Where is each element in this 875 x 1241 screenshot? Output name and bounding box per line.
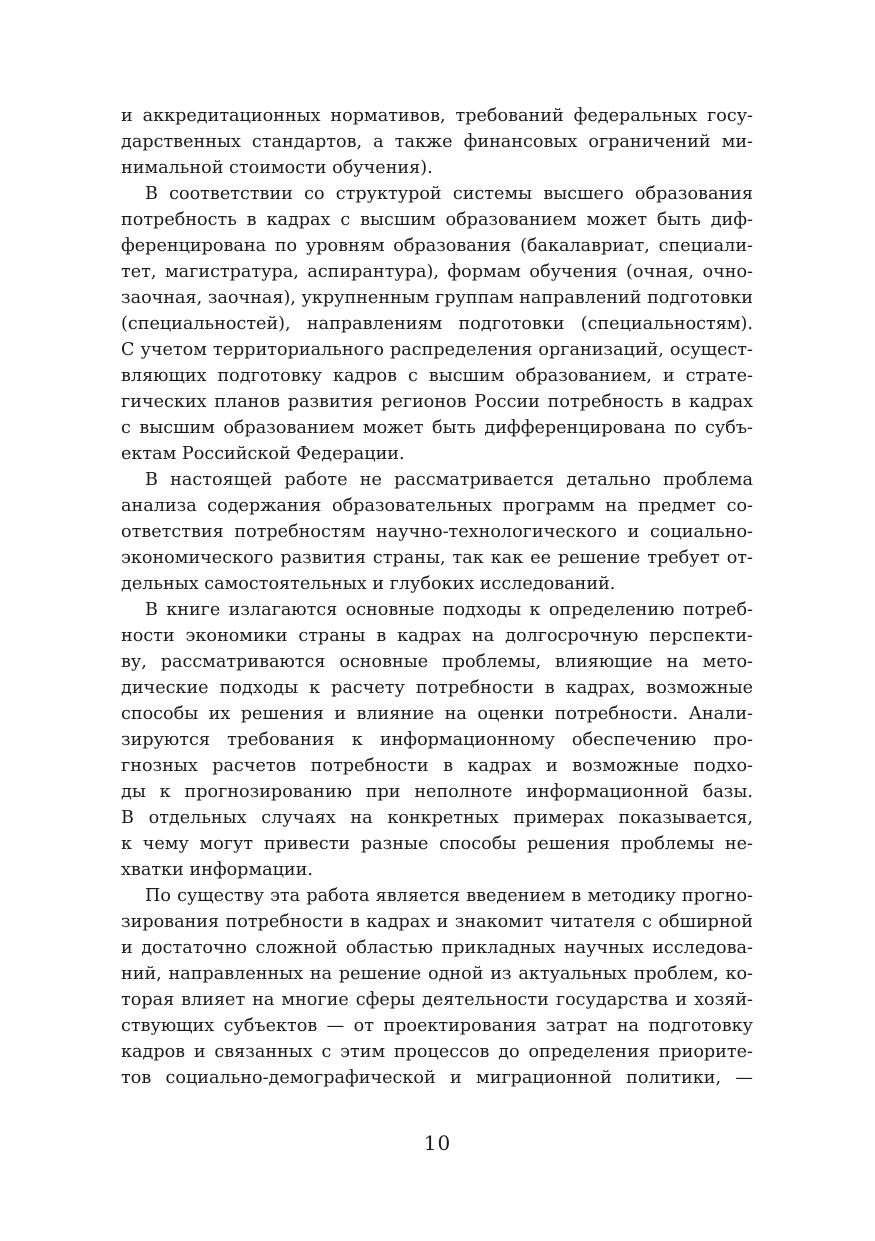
text-line: анализа содержания образовательных программ на предмет со- [121, 496, 753, 516]
text-line: гнозных расчетов потребности в кадрах и возможные подхо- [121, 756, 753, 776]
text-line: с высшим образованием может быть дифференцирована по субъ- [121, 418, 753, 438]
text-line: тет, магистратура, аспирантура), формам обучения (очная, очно- [121, 262, 753, 282]
text-line: дельных самостоятельных и глубоких исследований. [121, 574, 616, 594]
text-line: зирования потребности в кадрах и знакомит читателя с обширной [121, 912, 753, 932]
text-line: и достаточно сложной областью прикладных научных исследова- [121, 938, 753, 958]
text-line: тов социально-демографической и миграционной политики, — [121, 1068, 753, 1088]
text-line: вляющих подготовку кадров с высшим образованием, и страте- [121, 366, 753, 386]
paragraph [121, 103, 753, 181]
text-line: зируются требования к информационному обеспечению про- [121, 730, 753, 750]
text-line: С учетом территориального распределения организаций, осущест- [121, 340, 753, 360]
text-line: к чему могут привести разные способы решения проблемы не- [121, 834, 753, 854]
text-line: кадров и связанных с этим процессов до определения приорите- [121, 1042, 753, 1062]
paragraph [121, 883, 753, 1091]
paragraph [121, 467, 753, 597]
paragraph [121, 181, 753, 467]
text-line: нимальной стоимости обучения). [121, 158, 433, 178]
text-line: ствующих субъектов — от проектирования затрат на подготовку [121, 1016, 753, 1036]
text-line: ференцирована по уровням образования (бакалавриат, специали- [121, 236, 753, 256]
text-line: потребность в кадрах с высшим образованием может быть диф- [121, 210, 753, 230]
text-line: заочная, заочная), укрупненным группам направлений подготовки [121, 288, 753, 308]
text-line: дарственных стандартов, а также финансовых ограничений ми- [121, 132, 753, 152]
text-line: По существу эта работа является введением в методику прогно- [145, 886, 753, 906]
text-line: ний, направленных на решение одной из актуальных проблем, ко- [121, 964, 753, 984]
text-line: экономического развития страны, так как ее решение требует от- [121, 548, 753, 568]
paragraph [121, 597, 753, 883]
text-line: В соответствии со структурой системы высшего образования [145, 184, 753, 204]
text-line: (специальностей), направлениям подготовки (специальностям). [121, 314, 753, 334]
text-line: ектам Российской Федерации. [121, 444, 405, 464]
text-line: В книге излагаются основные подходы к определению потреб- [145, 600, 753, 620]
body-text [121, 103, 753, 1091]
text-line: и аккредитационных нормативов, требований федеральных госу- [121, 106, 753, 126]
text-line: В отдельных случаях на конкретных примерах показывается, [121, 808, 753, 828]
text-line: ды к прогнозированию при неполноте информационной базы. [121, 782, 753, 802]
text-line: ву, рассматриваются основные проблемы, влияющие на мето- [121, 652, 753, 672]
text-line: В настоящей работе не рассматривается детально проблема [145, 470, 753, 490]
text-line: хватки информации. [121, 860, 313, 880]
text-line: дические подходы к расчету потребности в кадрах, возможные [121, 678, 753, 698]
text-line: ответствия потребностям научно-технологического и социально- [121, 522, 753, 542]
text-line: ности экономики страны в кадрах на долгосрочную перспекти- [121, 626, 753, 646]
page-number: 10 [423, 1131, 452, 1155]
text-line: торая влияет на многие сферы деятельности государства и хозяй- [121, 990, 753, 1010]
text-line: способы их решения и влияние на оценки потребности. Анали- [121, 704, 753, 724]
text-line: гических планов развития регионов России потребность в кадрах [121, 392, 753, 412]
